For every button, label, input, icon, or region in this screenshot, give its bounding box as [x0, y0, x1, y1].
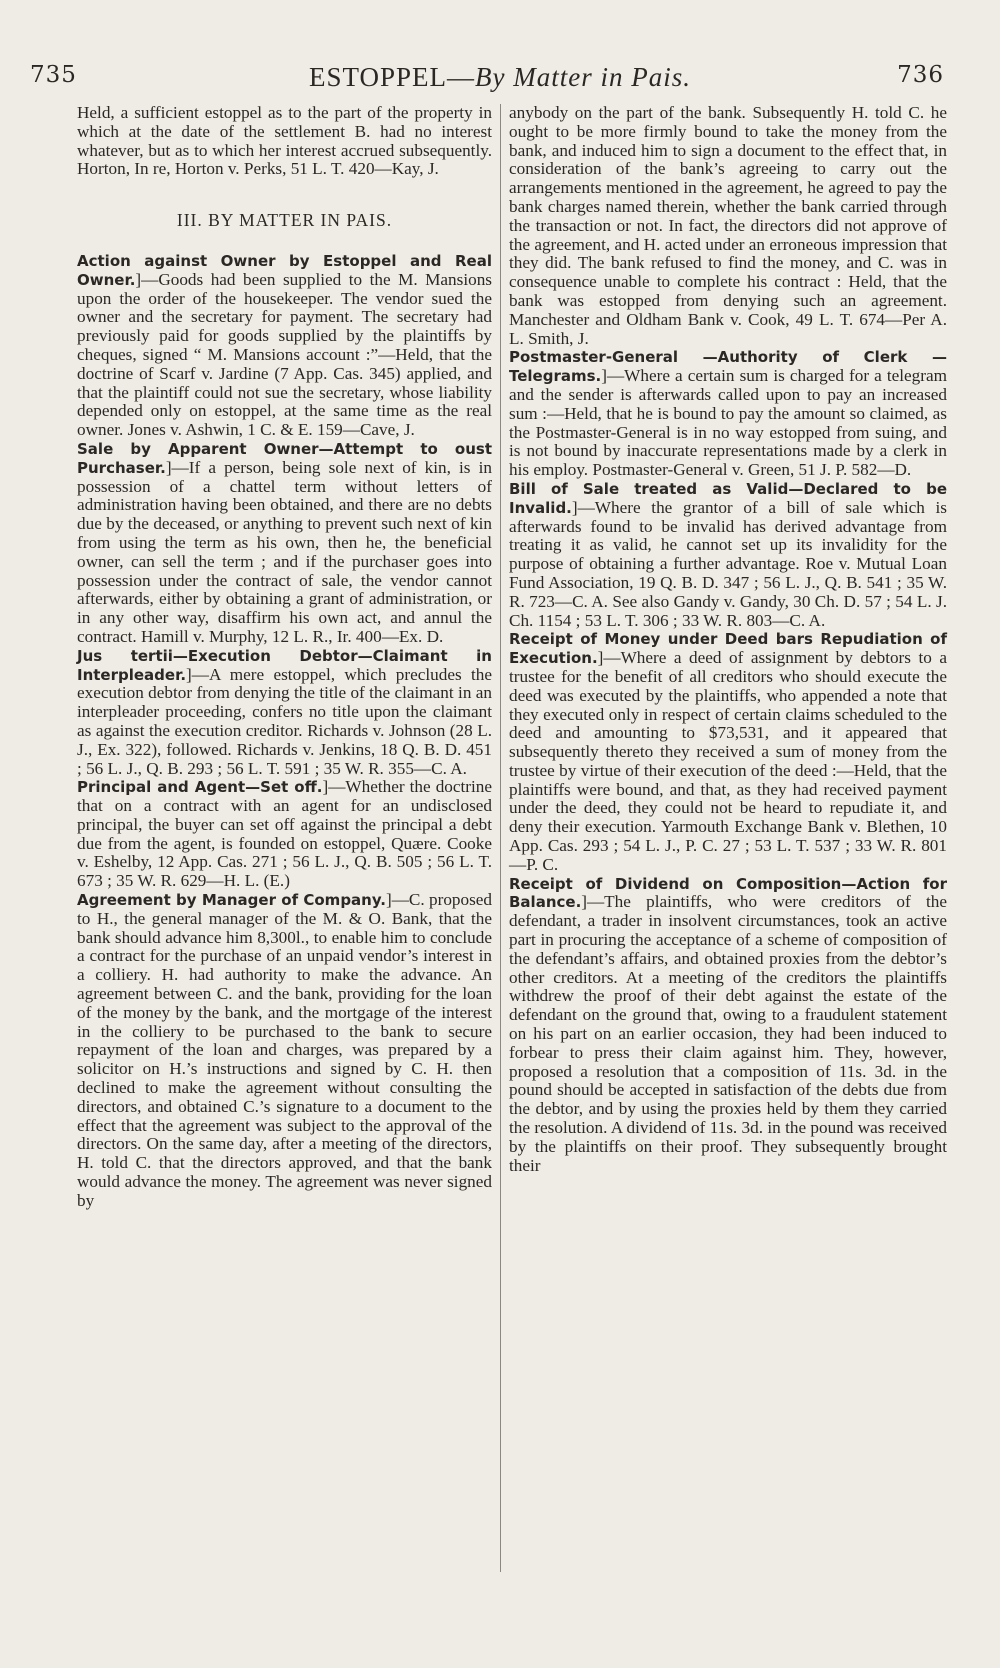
entry [77, 252, 492, 440]
entry-heading: Receipt of Dividend on Composition—Action for Balance. [509, 874, 947, 912]
entry-heading: Jus tertii—Execution Debtor—Claimant in Interpleader. [77, 646, 492, 684]
entry-heading: Sale by Apparent Owner—Attempt to oust Purchaser. [77, 439, 492, 477]
entry-text: ]—A mere estoppel, which precludes the execution debtor from denying the title of the claimant in an interpleader proceeding, confers no title upon the claimant as against the execution creditor. Richards v. Johnson (28 L. J., Ex. 322), followed. Richards v. Jenkins, 18 Q. B. D. 451 ; 56 L. J., Q. B. 293 ; 56 L. T. 591 ; 35 W. R. 355—C. A. [77, 664, 492, 778]
entry-text: ]—Whether the doctrine that on a contract with an agent for an undisclosed principal, the buyer can set off against the principal a debt due from the agent, is founded on estoppel, Quære. Cooke v. Eshelby, 12 App. Cas. 271 ; 56 L. J., Q. B. 505 ; 56 L. T. 673 ; 35 W. R. 629—H. L. (E.) [77, 777, 493, 891]
running-title-main: ESTOPPEL— [309, 62, 476, 92]
entry-text: ]—If a person, being sole next of kin, is in possession of a chattel term without letters of administration having been obtained, and there are no debts due by the deceased, or anything to prevent such next of kin from using the term as his own, then he, the beneficial owner, can sell the term ; and if the purchaser goes into possession under the contract of sale, the vendor cannot afterwards, either by obtaining a grant of administration, or in any other way, disaffirm his own act, and annul the contract. Hamill v. Murphy, 12 L. R., Ir. 400—Ex. D. [77, 457, 492, 646]
entry [77, 440, 492, 647]
entry [509, 480, 947, 630]
running-title-italic: By Matter in Pais. [475, 62, 691, 92]
entry [77, 647, 492, 779]
entry-heading: Postmaster-General —Authority of Clerk —Telegrams. [509, 348, 947, 386]
entry-heading: Receipt of Money under Deed bars Repudiation of Execution. [509, 630, 947, 668]
running-header [0, 62, 1000, 98]
continued-paragraph: anybody on the part of the bank. Subsequently H. told C. he ought to be more firmly bound to take the money from the bank, and induced him to sign a document to the effect that, in consideration of the bank’s agreeing to carry out the arrangements mentioned in the agreement, he agreed to pay the bank charges named therein, whether the bank carried through the transaction or not. In fact, the directors did not approve of the agreement, and H. acted under an erroneous impression that they did. The bank refused to find the money, and C. was in consequence unable to complete his contract : Held, that the bank was estopped from denying such an agreement. Manchester and Oldham Bank v. Cook, 49 L. T. 674—Per A. L. Smith, J. [509, 103, 947, 348]
entry [77, 778, 492, 891]
right-column [509, 104, 947, 1574]
left-column [77, 104, 492, 1574]
entry-text: ]—Where a deed of assignment by debtors to a trustee for the benefit of all creditors who should execute the deed was executed by the plaintiffs, who appended a note that they executed only in respect of certain claims scheduled to the deed and amounting to $73,531, and it appeared that subsequently thereto they received a sum of money from the trustee by virtue of their execution of the deed :—Held, that the plaintiffs were bound, and that, as they had received payment under the deed, they could not be heard to repudiate it, and deny their execution. Yarmouth Exchange Bank v. Blethen, 10 App. Cas. 293 ; 54 L. J., P. C. 27 ; 53 L. T. 537 ; 33 W. R. 801—P. C. [509, 648, 947, 874]
entry [509, 630, 947, 874]
intro-paragraph: Held, a sufficient estoppel as to the part of the property in which at the date of the settlement B. had no interest whatever, but as to which her interest accrued subsequently. Horton, In re, Horton v. Perks, 51 L. T. 420—Kay, J. [77, 103, 492, 179]
entry-text: ]—C. proposed to H., the general manager of the M. & O. Bank, that the bank should advance him 8,300l., to enable him to conclude a contract for the purchase of an unpaid vendor’s interest in a colliery. H. had authority to make the advance. An agreement between C. and the bank, providing for the loan of the money by the bank, and the mortgage of the interest in the colliery to be purchased to the bank to secure repayment of the loan and charges, was prepared by a solicitor on H.’s instructions and signed by C. H. then declined to make the agreement without consulting the directors, and obtained C.’s signature to a document to the effect that the agreement was subject to the approval of the directors. On the same day, after a meeting of the directors, H. told C. that the directors approved, and that the bank would advance the money. The agreement was never signed by [77, 890, 493, 1210]
entry-text: ]—Where the grantor of a bill of sale which is afterwards found to be invalid has derived advantage from treating it as valid, he cannot set up its invalidity for the purpose of obtaining a further advantage. Roe v. Mutual Loan Fund Association, 19 Q. B. D. 347 ; 56 L. J., Q. B. 541 ; 35 W. R. 723—C. A. See also Gandy v. Gandy, 30 Ch. D. 57 ; 54 L. J. Ch. 1154 ; 53 L. T. 306 ; 33 W. R. 803—C. A. [509, 497, 947, 630]
entry [77, 891, 492, 1211]
right-page-number: 736 [897, 62, 944, 88]
running-title [0, 62, 1000, 93]
column-divider [500, 104, 501, 1572]
entry-text: ]—Goods had been supplied to the M. Mansions upon the order of the housekeeper. The vendor sued the owner and the secretary for payment. The secretary had previously paid for goods supplied by the plaintiffs by cheques, signed “ M. Mansions account :”—Held, that the doctrine of Scarf v. Jardine (7 App. Cas. 345) applied, and that the plaintiff could not sue the secretary, whose liability depended only on estoppel, at the same time as the real owner. Jones v. Ashwin, 1 C. & E. 159—Cave, J. [77, 269, 492, 440]
entry-text: ]—Where a certain sum is charged for a telegram and the sender is afterwards called upon to pay an increased sum :—Held, that he is bound to pay the amount so claimed, as the Postmaster-General is in no way estopped from suing, and is not bound by inaccurate representations made by a clerk in his employ. Postmaster-General v. Green, 51 J. P. 582—D. [509, 366, 947, 480]
entry-heading: Action against Owner by Estoppel and Real Owner. [77, 251, 492, 289]
left-page-number: 735 [30, 62, 77, 88]
entry [509, 348, 947, 480]
entry-heading: Agreement by Manager of Company. [77, 891, 386, 910]
entry-heading: Bill of Sale treated as Valid—Declared to be Invalid. [509, 479, 947, 517]
entry [509, 875, 947, 1176]
entry-text: ]—The plaintiffs, who were creditors of the defendant, a trader in insolvent circumstances, took an active part in procuring the acceptance of a scheme of composition of the defendant’s affairs, and obtained proxies from the debtor’s other creditors. At a meeting of the creditors the plaintiffs withdrew the proof of their debt against the estate of the defendant on the ground that, owing to a fraudulent statement on his part on an earlier occasion, they had been induced to forbear to press their claim against him. They, however, proposed a resolution that a composition of 11s. 3d. in the pound should be accepted in satisfaction of the debts due from the debtor, and by using the proxies held by them they carried the resolution. A dividend of 11s. 3d. in the pound was received by the plaintiffs on their proof. They subsequently brought their [509, 892, 947, 1175]
section-heading: III. BY MATTER IN PAIS. [176, 210, 393, 231]
entry-heading: Principal and Agent—Set off. [77, 778, 323, 797]
